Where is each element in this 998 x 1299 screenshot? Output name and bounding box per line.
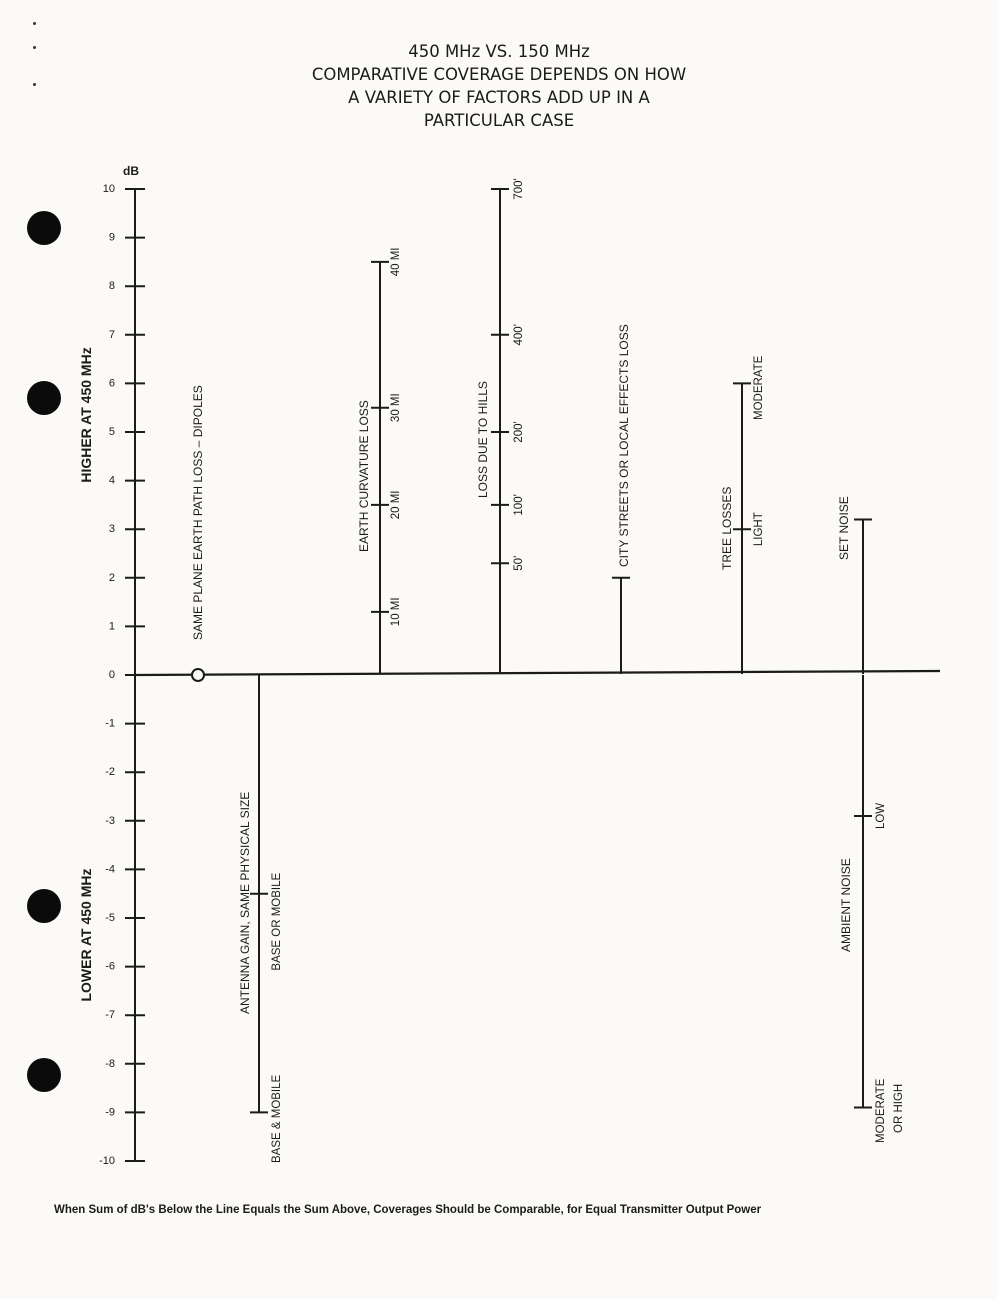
zero-baseline xyxy=(135,671,940,675)
sublevel-label-group xyxy=(390,393,402,422)
factor-antenna-gain-same-physical-size xyxy=(238,675,283,1163)
y-tick-label: -9 xyxy=(105,1106,115,1119)
y-tick-label: 2 xyxy=(108,571,115,584)
factor-city-streets-or-local-effects-loss xyxy=(612,324,631,674)
sublevel-label: BASE OR MOBILE xyxy=(271,872,283,971)
title-line-1: 450 MHz VS. 150 MHz xyxy=(408,42,590,61)
sublevel-label: 50' xyxy=(513,555,525,571)
factor-label: CITY STREETS OR LOCAL EFFECTS LOSS xyxy=(617,324,631,567)
title-line-3: A VARIETY OF FACTORS ADD UP IN A xyxy=(348,88,650,107)
title-line-4: PARTICULAR CASE xyxy=(423,111,575,130)
sublevel-label-group xyxy=(753,355,765,420)
sublevel-label-group xyxy=(390,248,402,277)
factor-label: AMBIENT NOISE xyxy=(839,858,853,952)
factor-label: TREE LOSSES xyxy=(720,486,734,570)
factor-tree-losses xyxy=(720,355,765,674)
sublevel-label-group xyxy=(390,491,402,520)
factor-label-group xyxy=(617,324,631,567)
factor-earth-curvature-loss xyxy=(357,248,402,674)
y-axis-group xyxy=(78,164,940,1167)
y-tick-label: 1 xyxy=(108,620,115,633)
y-tick-label: -7 xyxy=(105,1009,115,1022)
sublevel-label: 200' xyxy=(513,421,525,443)
sublevel-label: 20 MI xyxy=(390,490,402,520)
sublevel-label: MODERATE xyxy=(753,355,765,420)
sublevel-label-group xyxy=(753,512,765,546)
factor-ambient-noise xyxy=(839,675,905,1143)
factor-label: ANTENNA GAIN, SAME PHYSICAL SIZE xyxy=(238,791,252,1014)
factor-label-group xyxy=(238,792,252,1014)
sublevel-label: 40 MI xyxy=(390,247,402,277)
y-axis-unit-label: dB xyxy=(123,164,139,178)
region-label-higher-group xyxy=(78,347,94,482)
factor-label-group xyxy=(839,858,853,952)
sublevel-label-group xyxy=(271,872,283,970)
y-tick-label: 0 xyxy=(108,669,115,681)
factor-label: EARTH CURVATURE LOSS xyxy=(357,400,371,552)
y-tick-label: -2 xyxy=(105,766,115,779)
title-line-2: COMPARATIVE COVERAGE DEPENDS ON HOW xyxy=(311,65,687,84)
y-tick-label: 10 xyxy=(102,183,115,195)
sublevel-label: 700' xyxy=(513,178,525,200)
region-label-lower-group xyxy=(78,869,94,1002)
y-tick-label: -10 xyxy=(99,1155,115,1167)
sublevel-label: LOW xyxy=(875,802,887,830)
factor-label-group xyxy=(191,385,205,640)
sublevel-label-group xyxy=(513,494,525,515)
factor-label-group xyxy=(720,487,734,570)
y-tick-label: -4 xyxy=(105,863,115,876)
y-tick-label: -5 xyxy=(105,912,115,924)
sublevel-label-group xyxy=(875,803,887,829)
zero-marker xyxy=(192,669,204,681)
y-tick-label: 8 xyxy=(108,280,115,293)
factor-label-group xyxy=(357,400,371,552)
region-label-lower: LOWER AT 450 MHz xyxy=(78,868,94,1002)
factor-label-group xyxy=(476,381,490,498)
sublevel-label-cont-group xyxy=(893,1084,905,1133)
sublevel-label: 100' xyxy=(513,494,525,516)
footnote: When Sum of dB's Below the Line Equals the Sum Above, Coverages Should be Comparable, for Equal Transmitter Output Power xyxy=(54,1204,762,1216)
factor-label: SAME PLANE EARTH PATH LOSS – DIPOLES xyxy=(191,385,205,640)
sublevel-label: 10 MI xyxy=(390,597,402,627)
sublevel-label: 30 MI xyxy=(390,393,402,423)
y-tick-label: 3 xyxy=(108,523,115,536)
sublevel-label-group xyxy=(875,1078,887,1143)
sublevel-label: 400' xyxy=(513,324,525,346)
y-tick-label: 9 xyxy=(108,231,115,244)
y-tick-label: -6 xyxy=(105,960,115,973)
factor-set-noise xyxy=(837,496,872,674)
y-tick-label: -3 xyxy=(105,814,115,827)
y-tick-label: 7 xyxy=(108,328,115,341)
sublevel-label-group xyxy=(513,178,525,199)
y-tick-label: 4 xyxy=(108,474,115,487)
y-tick-label: 5 xyxy=(108,426,115,438)
factor-same-plane-earth-path-loss-dipoles xyxy=(191,385,205,681)
y-tick-label: -8 xyxy=(105,1057,115,1070)
sublevel-label-group xyxy=(513,421,525,442)
y-tick-label: 6 xyxy=(108,377,115,390)
sublevel-label: BASE & MOBILE xyxy=(271,1074,283,1163)
sublevel-label-group xyxy=(513,556,525,571)
sublevel-label-cont: OR HIGH xyxy=(893,1083,905,1133)
factor-label-group xyxy=(837,496,851,560)
factor-loss-due-to-hills xyxy=(476,178,525,674)
sublevel-label-group xyxy=(513,324,525,345)
sublevel-label: LIGHT xyxy=(753,512,765,547)
factor-label: SET NOISE xyxy=(837,496,851,560)
sublevel-label-group xyxy=(271,1074,283,1163)
factor-label: LOSS DUE TO HILLS xyxy=(476,381,490,498)
region-label-higher: HIGHER AT 450 MHz xyxy=(78,347,94,483)
sublevel-label: MODERATE xyxy=(875,1078,887,1143)
sublevel-label-group xyxy=(390,597,402,626)
y-tick-label: -1 xyxy=(105,717,115,730)
